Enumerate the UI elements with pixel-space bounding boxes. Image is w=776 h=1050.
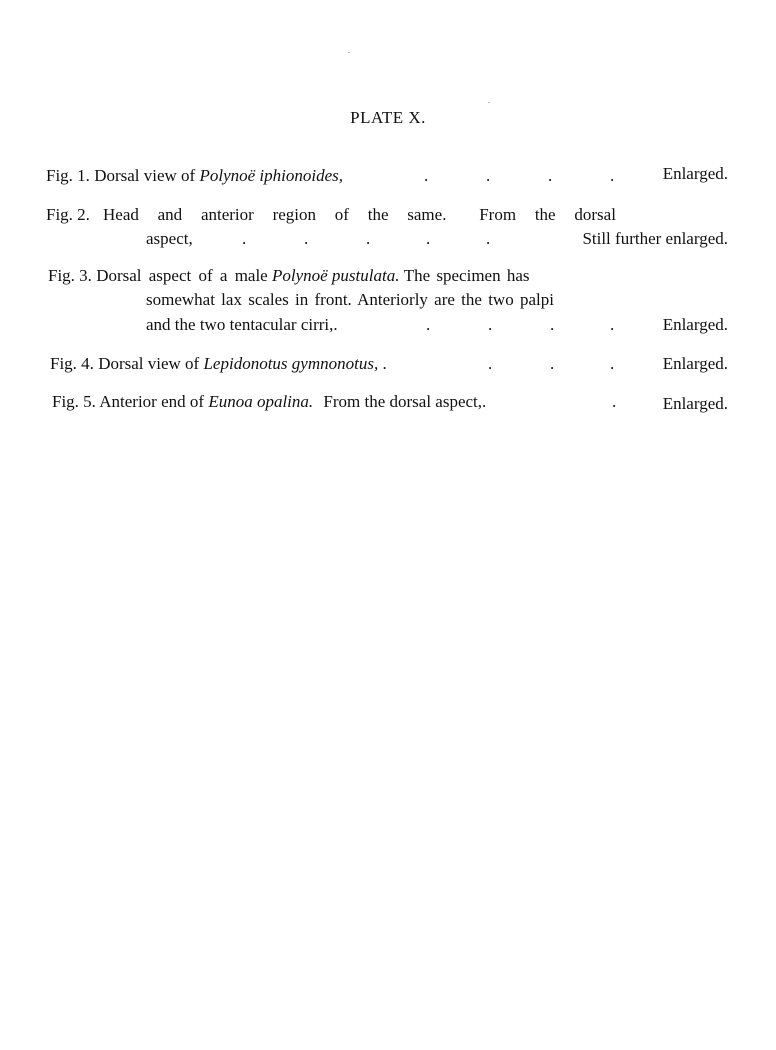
leader-dot: .	[610, 354, 615, 373]
leader-dot: .	[366, 229, 371, 248]
figure-2-line-1	[103, 205, 616, 225]
leader-dot: .	[426, 315, 431, 334]
figure-2-word: same.	[407, 205, 447, 224]
figure-3-line-3: and the two tentacular cirri,.	[146, 315, 338, 334]
figure-4-species: Lepidonotus gymnonotus,	[203, 354, 379, 373]
leader-dot: .	[548, 166, 553, 185]
leader-dot: .	[426, 229, 431, 248]
leader-dot: .	[486, 229, 491, 248]
figure-3-text: Dorsal aspect of a male	[96, 266, 268, 285]
leader-dot: .	[612, 392, 617, 411]
figure-2-word: dorsal	[574, 205, 616, 224]
figure-4-magnification: Enlarged.	[662, 354, 728, 373]
figure-5-text: Anterior end of	[99, 392, 205, 411]
figure-1-species: Polynoë iphionoides,	[199, 166, 343, 185]
figure-1-label: Fig. 1.	[46, 166, 90, 185]
figure-3-label: Fig. 3.	[48, 266, 92, 285]
leader-dot: .	[242, 229, 247, 248]
scan-speck	[488, 102, 490, 103]
figure-2-word: the	[534, 205, 556, 224]
scan-speck	[348, 52, 350, 53]
figure-5-magnification: Enlarged.	[662, 394, 728, 413]
figure-4-label: Fig. 4.	[50, 354, 94, 373]
figure-3-species: Polynoë pustulata.	[271, 266, 400, 285]
figure-1-text: Dorsal view of	[94, 166, 196, 185]
figure-5-caption	[52, 392, 486, 412]
figure-2-label: Fig. 2.	[46, 205, 90, 224]
figure-3-line-2: somewhat lax scales in front. Anteriorly are the two palpi	[146, 290, 554, 309]
figure-4-text: Dorsal view of	[98, 354, 200, 373]
leader-dot: .	[550, 315, 555, 334]
figure-2-word: From	[479, 205, 517, 224]
figure-1-magnification: Enlarged.	[662, 164, 728, 183]
leader-dot: .	[488, 354, 493, 373]
leader-dot: .	[486, 166, 491, 185]
figure-3-line-1	[48, 266, 530, 286]
figure-3-text-after: The specimen has	[403, 266, 530, 285]
figure-4-caption	[50, 354, 387, 374]
figure-2-word: anterior	[200, 205, 254, 224]
leader-dot: .	[610, 166, 615, 185]
figure-2-word: of	[334, 205, 349, 224]
figure-2-word: region	[272, 205, 317, 224]
figure-3-magnification: Enlarged.	[662, 315, 728, 334]
leader-dot: .	[550, 354, 555, 373]
figure-2-word: the	[367, 205, 389, 224]
leader-dot: .	[424, 166, 429, 185]
figure-5-text-after: From the dorsal aspect,.	[323, 392, 487, 411]
figure-2-line-2: aspect,	[146, 229, 193, 248]
figure-5-label: Fig. 5.	[52, 392, 96, 411]
leader-dot: .	[610, 315, 615, 334]
figure-2-word: and	[157, 205, 183, 224]
figure-1-caption	[46, 166, 343, 186]
figure-2-word: Head	[103, 205, 139, 224]
leader-dot: .	[488, 315, 493, 334]
leader-dot: .	[304, 229, 309, 248]
figure-4-text-after: .	[382, 354, 387, 373]
figure-5-species: Eunoa opalina.	[208, 392, 314, 411]
plate-title: PLATE X.	[350, 108, 426, 127]
figure-2-magnification: Still further enlarged.	[582, 229, 728, 248]
